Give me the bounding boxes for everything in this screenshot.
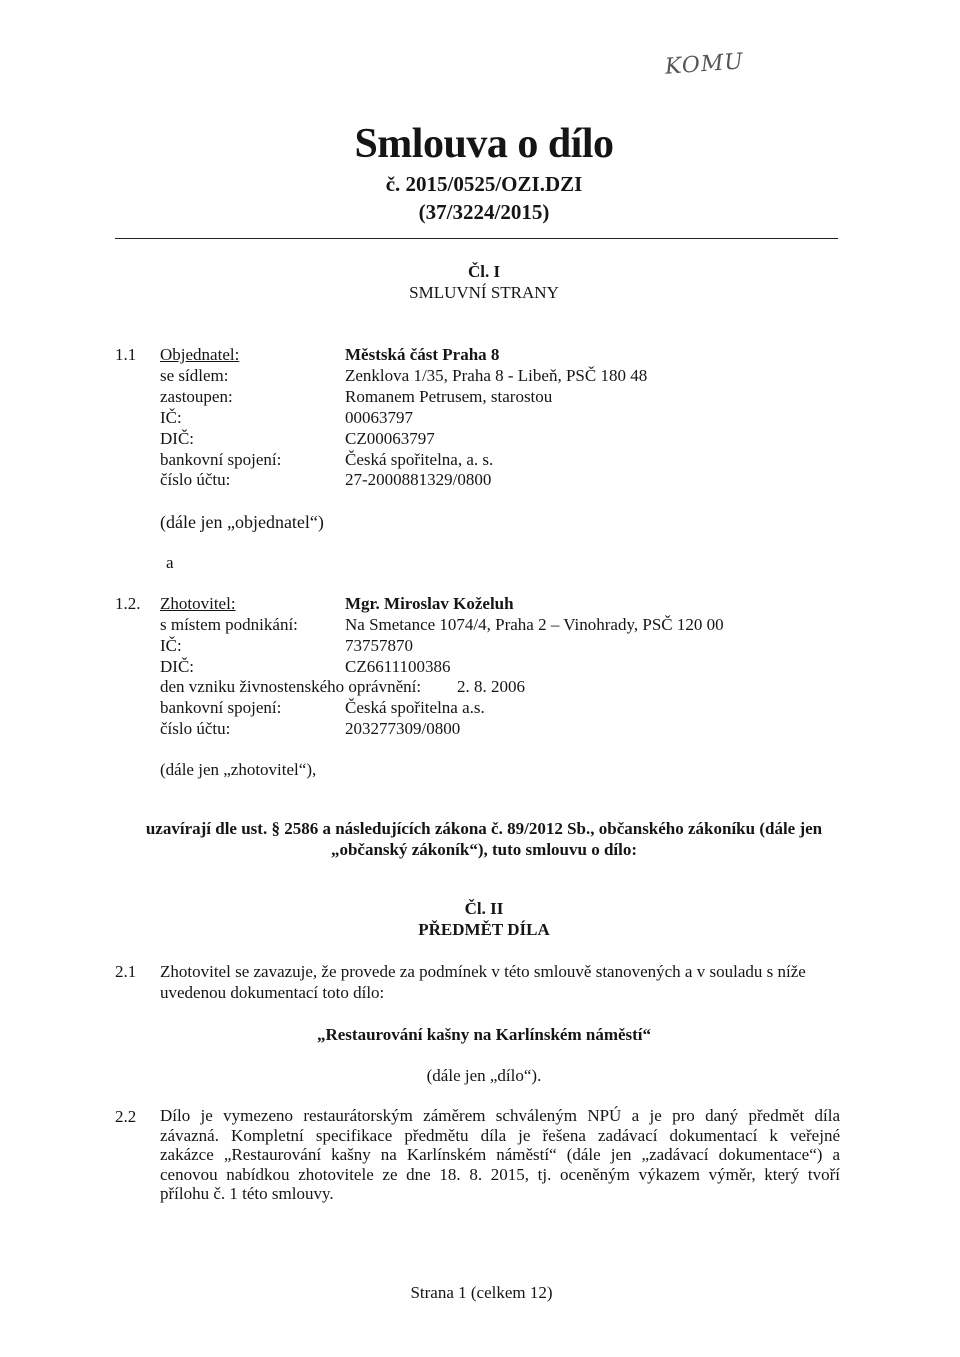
clause-2-1-line-1: Zhotovitel se zavazuje, že provede za podmínek v této smlouvě stanovených a v souladu s níže	[160, 962, 806, 981]
work-title: „Restaurování kašny na Karlínském náměstí“	[316, 1025, 652, 1044]
party-1-label: zastoupen:	[160, 387, 233, 406]
work-alias: (dále jen „dílo“).	[426, 1066, 542, 1085]
clause-2-2-line: Dílo je vymezeno restaurátorským záměrem schváleným NPÚ a je pro daný předmět díla	[160, 1106, 840, 1125]
party-1-label: DIČ:	[160, 429, 194, 448]
clause-2-2-line: přílohu č. 1 této smlouvy.	[160, 1184, 334, 1203]
party-1-role-label: Objednatel:	[160, 345, 240, 364]
party-1-name: Městská část Praha 8	[345, 345, 500, 364]
article-2-title: PŘEDMĚT DÍLA	[418, 920, 550, 939]
party-1-label: bankovní spojení:	[160, 450, 282, 469]
party-2-value: Česká spořitelna a.s.	[345, 698, 485, 717]
party-2-label: bankovní spojení:	[160, 698, 282, 717]
contract-number: č. 2015/0525/OZI.DZI	[385, 172, 583, 196]
party-2-name: Mgr. Miroslav Koželuh	[345, 594, 514, 613]
party-2-value: 73757870	[345, 636, 413, 655]
agreement-line-1: uzavírají dle ust. § 2586 a následujících zákona č. 89/2012 Sb., občanského zákoníku (dále jen	[145, 819, 823, 838]
clause-2-1-number: 2.1	[115, 962, 137, 981]
party-1-label: číslo účtu:	[160, 470, 231, 489]
party-1-value: Zenklova 1/35, Praha 8 - Libeň, PSČ 180 48	[345, 366, 648, 385]
party-1-alias: (dále jen „objednatel“)	[160, 512, 324, 532]
clause-2-2-text	[160, 1106, 840, 1204]
clause-2-2-line: cenovou nabídkou zhotovitele ze dne 18. 8. 2015, tj. oceněným výkazem výměr, který tvoří	[160, 1164, 840, 1184]
clause-2-2-line: zakázce „Restaurování kašny na Karlínském náměstí“ (dále jen „zadávací dokumentace“) a	[160, 1145, 840, 1164]
clause-2-2-number: 2.2	[115, 1107, 137, 1126]
article-1-heading: Čl. I	[467, 262, 501, 281]
party-2-value: 203277309/0800	[345, 719, 461, 738]
page-number: Strana 1 (celkem 12)	[410, 1283, 553, 1302]
document-title: Smlouva o dílo	[354, 121, 614, 167]
party-1-label: se sídlem:	[160, 366, 229, 385]
party-2-value: CZ6611100386	[345, 657, 451, 676]
party-1-value: Česká spořitelna, a. s.	[345, 450, 494, 469]
party-1-value: 00063797	[345, 408, 413, 427]
party-2-label: s místem podnikání:	[160, 615, 298, 634]
header-divider	[115, 238, 838, 239]
party-1-number: 1.1	[115, 345, 137, 364]
conjunction: a	[166, 553, 174, 572]
party-1-value: 27-2000881329/0800	[345, 470, 492, 489]
party-2-value: Na Smetance 1074/4, Praha 2 – Vinohrady, PSČ 120 00	[345, 615, 724, 634]
party-2-label: číslo účtu:	[160, 719, 231, 738]
agreement-line-2: „občanský zákoník“), tuto smlouvu o dílo:	[330, 840, 638, 859]
party-1-value: Romanem Petrusem, starostou	[345, 387, 553, 406]
article-1-title: SMLUVNÍ STRANY	[409, 283, 559, 302]
party-2-role-label: Zhotovitel:	[160, 594, 236, 613]
party-2-label: IČ:	[160, 636, 182, 655]
reference-number: (37/3224/2015)	[418, 200, 550, 224]
party-2-number: 1.2.	[115, 594, 141, 613]
party-2-trade-value: 2. 8. 2006	[457, 677, 525, 696]
party-2-trade-label: den vzniku živnostenského oprávnění:	[160, 677, 422, 696]
party-2-label: DIČ:	[160, 657, 194, 676]
party-1-label: IČ:	[160, 408, 182, 427]
clause-2-1-line-2: uvedenou dokumentací toto dílo:	[160, 983, 385, 1002]
clause-2-2-line: závazná. Kompletní specifikace předmětu díla je řešena zadávací dokumentací k veřejné	[160, 1125, 840, 1145]
handwritten-note: KOMU	[664, 49, 745, 80]
party-1-value: CZ00063797	[345, 429, 435, 448]
article-2-heading: Čl. II	[464, 899, 504, 918]
party-2-alias: (dále jen „zhotovitel“),	[160, 760, 317, 779]
